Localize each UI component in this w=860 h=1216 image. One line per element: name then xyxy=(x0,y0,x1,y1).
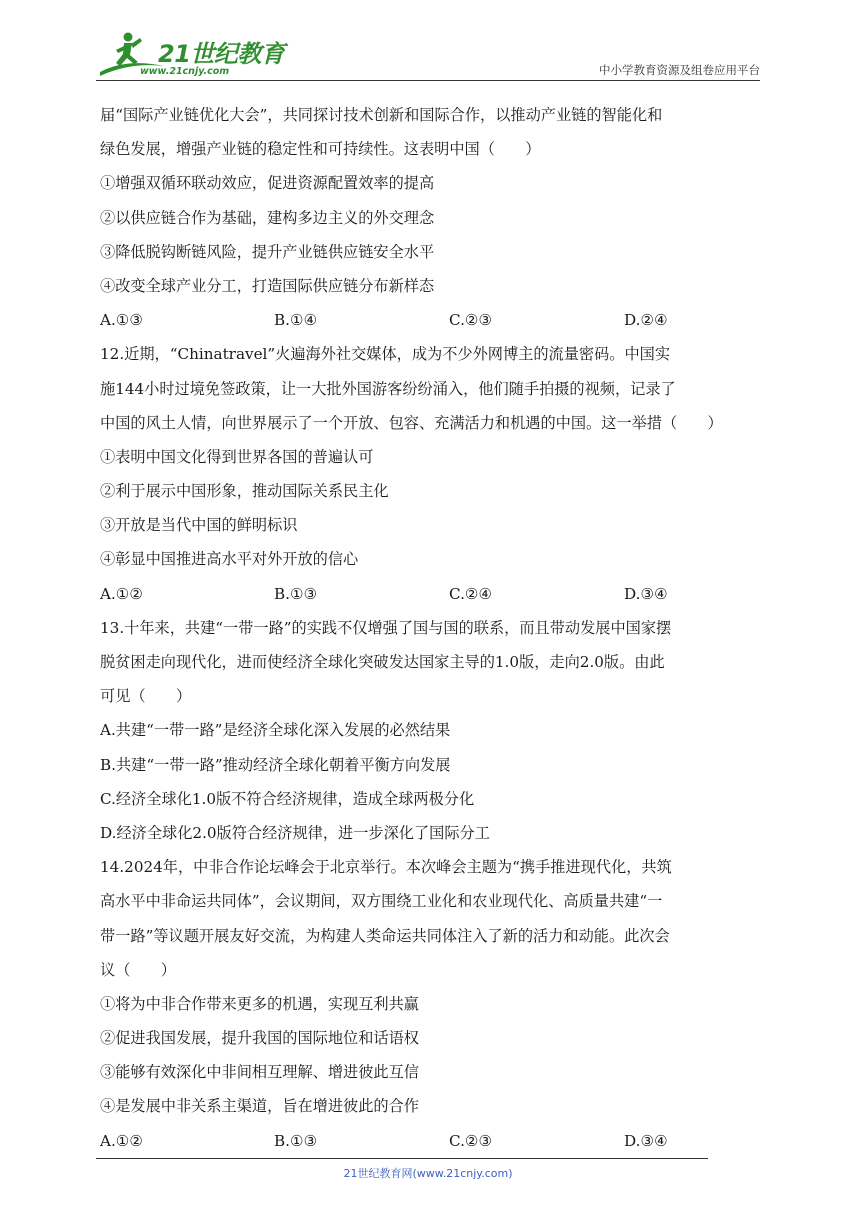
statement-item: ①表明中国文化得到世界各国的普遍认可 xyxy=(100,447,374,466)
logo-url: www.21cnjy.com xyxy=(140,66,230,77)
statement-item: ③降低脱钩断链风险，提升产业链供应链安全水平 xyxy=(100,242,435,261)
choice-item: D.经济全球化2.0版符合经济规律，进一步深化了国际分工 xyxy=(100,823,490,842)
statement-item: ②利于展示中国形象，推动国际关系民主化 xyxy=(100,482,389,501)
question-12-line: 12.近期，“Chinatravel”火遍海外社交媒体，成为不少外网博主的流量密码。中国实 xyxy=(100,345,671,364)
answer-options xyxy=(100,1124,764,1158)
option-d: D.③④ xyxy=(624,1131,668,1150)
question-14-line: 高水平中非命运共同体”，会议期间，双方围绕工业化和农业现代化、高质量共建“一 xyxy=(100,892,663,911)
statement-item: ③能够有效深化中非间相互理解、增进彼此互信 xyxy=(100,1063,419,1082)
question-14-line: 带一路”等议题开展友好交流，为构建人类命运共同体注入了新的活力和动能。此次会 xyxy=(100,926,670,945)
question-13-line: 13.十年来，共建“一带一路”的实践不仅增强了国与国的联系，而且带动发展中国家摆 xyxy=(100,618,672,637)
question-14-line: 14.2024年，中非合作论坛峰会于北京举行。本次峰会主题为“携手推进现代化，共筑 xyxy=(100,858,672,877)
question-13-line: 脱贫困走向现代化，进而使经济全球化突破发达国家主导的1.0版，走向2.0版。由此 xyxy=(100,653,665,671)
statement-item: ①增强双循环联动效应，促进资源配置效率的提高 xyxy=(100,174,435,193)
statement-item: ②促进我国发展，提升我国的国际地位和话语权 xyxy=(100,1029,419,1048)
choice-item: B.共建“一带一路”推动经济全球化朝着平衡方向发展 xyxy=(100,755,451,774)
statement-item: ②以供应链合作为基础，建构多边主义的外交理念 xyxy=(100,208,435,227)
option-d: D.②④ xyxy=(624,311,668,330)
platform-name: 中小学教育资源及组卷应用平台 xyxy=(599,63,760,77)
header-divider xyxy=(96,80,760,81)
question-14-line: 议（ ） xyxy=(100,960,176,979)
option-a: A.①③ xyxy=(100,311,144,330)
choice-item: C.经济全球化1.0版不符合经济规律，造成全球两极分化 xyxy=(100,789,475,808)
option-b: B.①④ xyxy=(274,311,318,330)
statement-item: ③开放是当代中国的鲜明标识 xyxy=(100,516,298,535)
statement-item: ④改变全球产业分工，打造国际供应链分布新样态 xyxy=(100,276,435,295)
page-header xyxy=(96,22,760,82)
statement-item: ①将为中非合作带来更多的机遇，实现互利共赢 xyxy=(100,994,419,1013)
option-c: C.②③ xyxy=(449,1131,493,1150)
question-content xyxy=(100,98,764,1158)
logo-text: 21世纪教育 xyxy=(158,40,285,68)
option-a: A.①② xyxy=(100,584,144,603)
question-12-line: 中国的风土人情，向世界展示了一个开放、包容、充满活力和机遇的中国。这一举措（ ） xyxy=(100,413,723,432)
option-b: B.①③ xyxy=(274,584,318,603)
question-13-line: 可见（ ） xyxy=(100,687,192,706)
choice-item: A.共建“一带一路”是经济全球化深入发展的必然结果 xyxy=(100,721,451,740)
footer-divider xyxy=(96,1158,708,1159)
option-b: B.①③ xyxy=(274,1131,318,1150)
option-c: C.②④ xyxy=(449,584,493,603)
option-c: C.②③ xyxy=(449,311,493,330)
question-12-line: 施144小时过境免签政策，让一大批外国游客纷纷涌入，他们随手拍摄的视频，记录了 xyxy=(100,379,676,398)
site-logo xyxy=(96,28,285,80)
statement-item: ④是发展中非关系主渠道，旨在增进彼此的合作 xyxy=(100,1097,419,1116)
answer-options xyxy=(100,303,764,337)
question-11-line: 绿色发展，增强产业链的稳定性和可持续性。这表明中国（ ） xyxy=(100,140,541,159)
option-a: A.①② xyxy=(100,1131,144,1150)
statement-item: ④彰显中国推进高水平对外开放的信心 xyxy=(100,550,359,569)
footer-link[interactable]: 21世纪教育网(www.21cnjy.com) xyxy=(343,1167,513,1180)
option-d: D.③④ xyxy=(624,584,668,603)
question-11-line: 届“国际产业链优化大会”，共同探讨技术创新和国际合作，以推动产业链的智能化和 xyxy=(100,106,663,124)
answer-options xyxy=(100,577,764,611)
